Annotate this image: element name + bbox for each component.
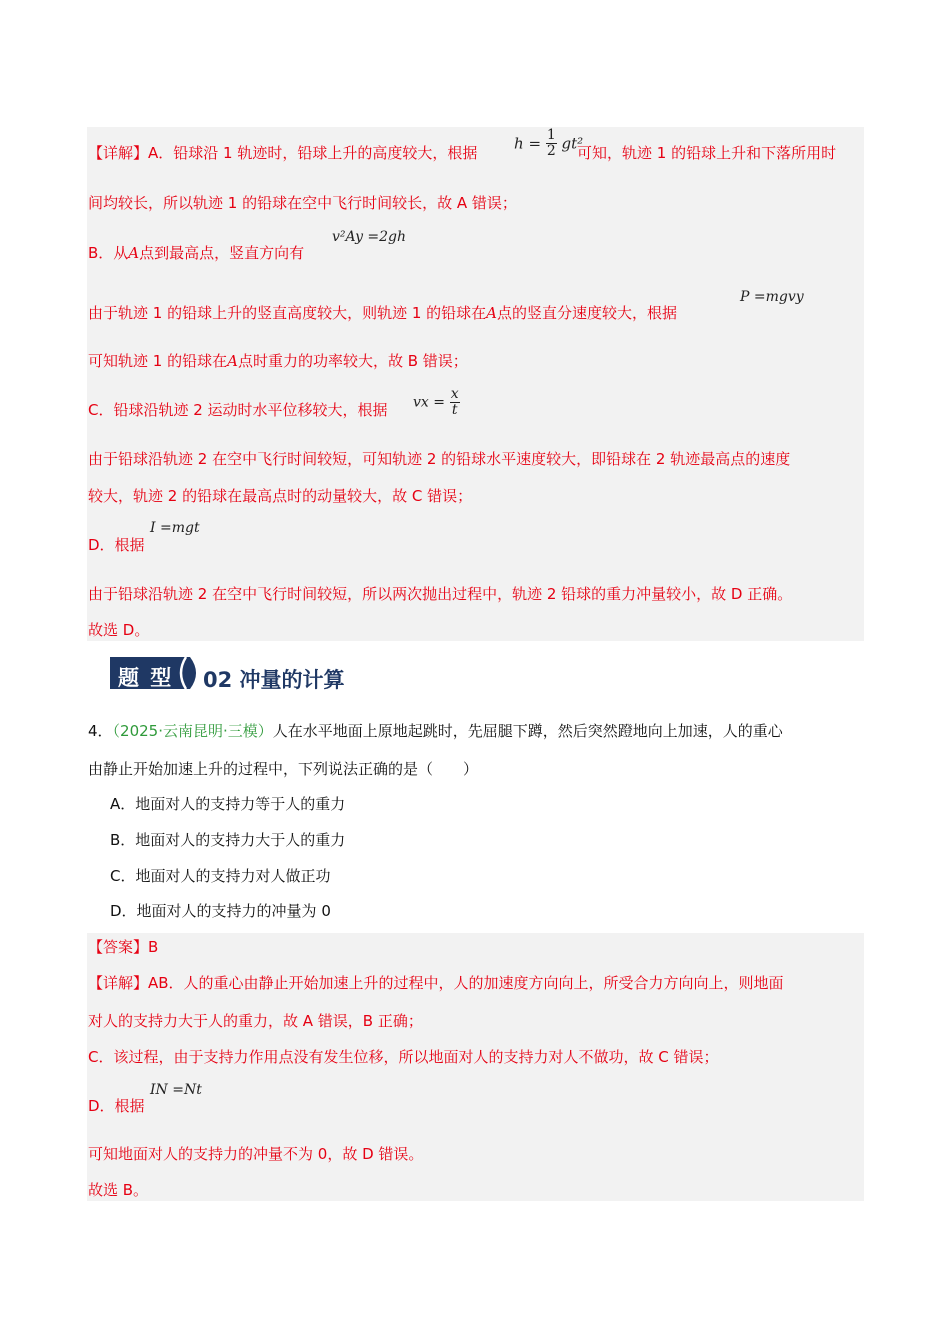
section-title: 02 冲量的计算 [203,668,345,692]
explanation-line-9: D．根据 [88,536,145,554]
question-stem-line-1: 4．（2025·云南昆明·三模）人在水平地面上原地起跳时，先屈腿下蹲，然后突然蹬地向上加速，人的重心 [88,722,783,740]
formula-h-half-gt2: h = $\frac{1}{2}$ gt² [514,127,584,159]
formula-vay-squared: v²Ay =2gh [332,229,407,245]
answer-detail-line-4: D．根据 [88,1097,145,1115]
answer-detail-line-1: 【详解】AB．人的重心由静止开始加速上升的过程中，人的加速度方向向上，所受合力方向向上，则地面 [88,974,784,992]
answer-line: 【答案】B [88,938,159,956]
option-d: D．地面对人的支持力的冲量为 0 [110,902,331,920]
answer-detail-line-3: C．该过程，由于支持力作用点没有发生位移，所以地面对人的支持力对人不做功，故 C 错误； [88,1048,719,1066]
explanation-line-7: 由于铅球沿轨迹 2 在空中飞行时间较短，可知轨迹 2 的铅球水平速度较大，即铅球在 2 轨迹最高点的速度 [88,450,791,468]
answer-detail-line-2: 对人的支持力大于人的重力，故 A 错误，B 正确； [88,1012,423,1030]
explanation-line-10: 由于铅球沿轨迹 2 在空中飞行时间较短，所以两次抛出过程中，轨迹 2 铅球的重力冲量较小，故 D 正确。 [88,585,793,603]
fraction-one-half: $\frac{1}{2}$ [546,127,556,159]
formula-vx: vx = $\frac{x}{t}$ [413,386,459,418]
explanation-line-5: 可知轨迹 1 的铅球在A点时重力的功率较大，故 B 错误； [88,352,468,370]
explanation-line-11: 故选 D。 [88,621,150,639]
section-tag-label: 题 型 [118,665,174,690]
formula-impulse-mgt: I =mgt [150,520,200,536]
option-c: C．地面对人的支持力对人做正功 [110,867,331,885]
answer-detail-line-6: 故选 B。 [88,1181,149,1199]
explanation-line-3: B．从A点到最高点，竖直方向有 [88,244,305,262]
option-a: A．地面对人的支持力等于人的重力 [110,795,346,813]
formula-impulse-nt: IN =Nt [150,1082,202,1098]
fraction-x-over-t: $\frac{x}{t}$ [450,386,459,418]
explanation-line-4: 由于轨迹 1 的铅球上升的竖直高度较大，则轨迹 1 的铅球在A点的竖直分速度较大，根据 [88,304,678,322]
question-source: （2025·云南昆明·三模） [112,722,273,740]
answer-detail-line-5: 可知地面对人的支持力的冲量不为 0，故 D 错误。 [88,1145,424,1163]
explanation-line-1b: 可知，轨迹 1 的铅球上升和下落所用时 [577,144,837,162]
explanation-line-1: 【详解】A．铅球沿 1 轨迹时，铅球上升的高度较大，根据 [88,144,478,162]
question-stem-line-2: 由静止开始加速上升的过程中，下列说法正确的是（ ） [88,760,479,778]
explanation-line-8: 较大，轨迹 2 的铅球在最高点时的动量较大，故 C 错误； [88,487,473,505]
formula-power: P =mgvy [740,289,804,305]
explanation-line-6: C．铅球沿轨迹 2 运动时水平位移较大，根据 [88,401,388,419]
option-b: B．地面对人的支持力大于人的重力 [110,831,346,849]
explanation-line-2: 间均较长，所以轨迹 1 的铅球在空中飞行时间较长，故 A 错误； [88,194,517,212]
